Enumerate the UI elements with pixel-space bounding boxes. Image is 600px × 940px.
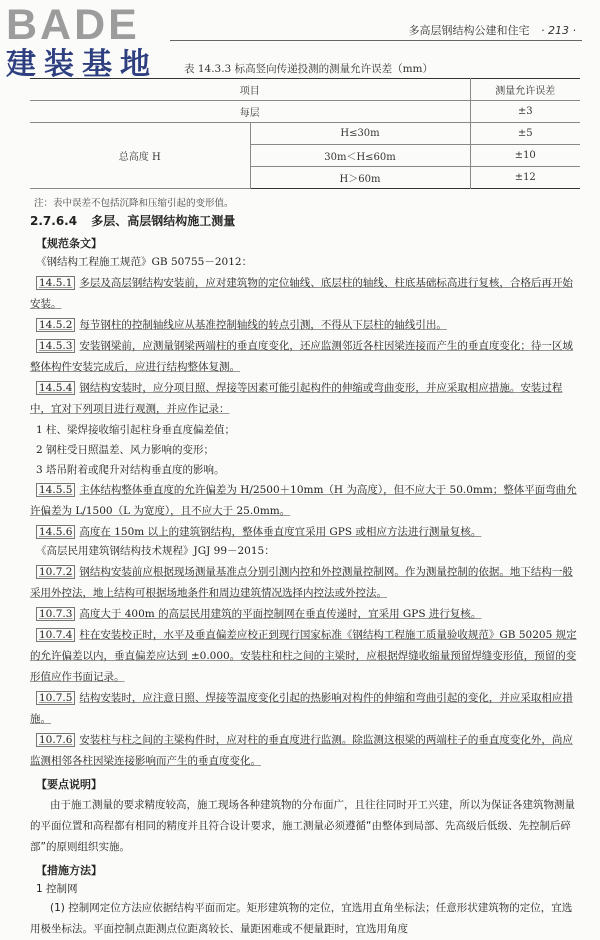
clause-text: 多层及高层钢结构安装前，应对建筑物的定位轴线、底层柱的轴线、柱底基础标高进行复核，合格后再开始安装。 <box>30 277 573 310</box>
clause-text: 钢结构安装前应根据现场测量基准点分别引测内控和外控测量控制网。作为测量控制的依据。地下结构一般采用外控法，地上结构可根据场地条件和周边建筑情况选择内控法或外控法。 <box>30 566 573 599</box>
clause-id: 14.5.4 <box>36 381 75 395</box>
table-row <box>30 123 580 145</box>
explanation-paragraph: 由于施工测量的要求精度较高，施工现场各种建筑物的分布面广，且往往同时开工兴建，所以为保证各建筑物测量的平面位置和高程都有相同的精度并且符合设计要求，施工测量必须遵循“由整体到局部、先高级后低级、先控制后碎部”的原则组织实施。 <box>30 799 575 853</box>
section-heading <box>30 212 580 229</box>
standard-reference: 《钢结构工程施工规范》GB 50755－2012： <box>36 256 253 268</box>
section-title: 多层、高层钢结构施工测量 <box>91 214 236 228</box>
clause-text: 柱在安装校正时，水平及垂直偏差应校正到现行国家标准《钢结构工程施工质量验收规范》GB 50205 规定的允许偏差以内，垂直偏差应达到 ±0.000。安装柱和柱之间的主梁时，应根据焊缝收缩量预留焊缝变形值，预留的变形值应作书面记录。 <box>30 629 577 683</box>
clause-id: 14.5.1 <box>36 276 75 290</box>
clause-id: 10.7.5 <box>36 691 75 705</box>
clause-id: 10.7.2 <box>36 565 75 579</box>
clause <box>30 604 580 625</box>
clause-text: 安装柱与柱之间的主梁构件时，应对柱的垂直度进行监测。除监测这根梁的两端柱子的垂直度变化外，尚应监测相邻各柱因梁连接影响而产生的垂直度变化。 <box>30 734 573 767</box>
logo-chinese-text: 建装基地 <box>6 47 158 82</box>
table-caption: 表 14.3.3 标高竖向传递投测的测量允许误差（mm） <box>184 63 433 75</box>
clause <box>30 336 580 378</box>
table-cell-tolerance: ±5 <box>470 123 580 145</box>
clause-text: 主体结构整体垂直度的允许偏差为 H/2500＋10mm（H 为高度），但不应大于 50.0mm；整体平面弯曲允许偏差为 L/1500（L 为宽度），且不应大于 25.0mm。 <box>30 484 577 517</box>
clause <box>30 315 580 336</box>
clause <box>30 688 580 730</box>
clause-id: 10.7.3 <box>36 607 75 621</box>
clause-id: 14.5.6 <box>36 525 75 539</box>
logo <box>6 2 176 82</box>
clause <box>30 480 580 522</box>
list-item: 3 塔吊附着或爬升对结构垂直度的影响。 <box>36 464 225 476</box>
clause-id: 14.5.5 <box>36 483 75 497</box>
table-header-item: 项目 <box>30 79 470 101</box>
measures-label: 【措施方法】 <box>36 864 102 877</box>
list-item: 1 柱、梁焊接收缩引起柱身垂直度偏差值； <box>36 424 236 436</box>
table-cell-tolerance: ±3 <box>470 101 580 123</box>
clause <box>30 730 580 772</box>
clause-id: 14.5.2 <box>36 318 75 332</box>
table-note: 注：表中误差不包括沉降和压缩引起的变形值。 <box>34 198 234 209</box>
main-content <box>30 212 580 940</box>
explanation-label: 【要点说明】 <box>36 778 102 791</box>
clause-text: 高度在 150m 以上的建筑钢结构，整体垂直度宜采用 GPS 或相应方法进行测量复核。 <box>79 526 482 538</box>
clause-text: 结构安装时，应注意日照、焊接等温度变化引起的热影响对构件的伸缩和弯曲引起的变化，并应采取相应措施。 <box>30 692 573 725</box>
clause <box>30 522 580 543</box>
clause-id: 10.7.6 <box>36 733 75 747</box>
table-cell-range: H＞60m <box>250 167 470 189</box>
table-cell-tolerance: ±10 <box>470 145 580 167</box>
clause-id: 14.5.3 <box>36 339 75 353</box>
table-header-tolerance: 测量允许误差 <box>470 79 580 101</box>
section-number: 2.7.6.4 <box>30 214 78 228</box>
table-row <box>30 101 580 123</box>
clause-text: 高度大于 400m 的高层民用建筑的平面控制网在垂直传递时，宜采用 GPS 进行复核。 <box>79 608 482 620</box>
header-rule <box>170 40 582 41</box>
running-header-title: 多高层钢结构公建和住宅 <box>408 24 530 37</box>
page-number: · 213 · <box>541 24 576 37</box>
table-cell-tolerance: ±12 <box>470 167 580 189</box>
clause <box>30 625 580 688</box>
clause <box>30 378 580 420</box>
logo-latin-text: BADE <box>6 1 140 49</box>
table-cell-range: 30m＜H≤60m <box>250 145 470 167</box>
subsection-heading: 1 控制网 <box>36 883 78 895</box>
clause <box>30 562 580 604</box>
list-item: 2 钢柱受日照温差、风力影响的变形； <box>36 444 215 456</box>
clause-id: 10.7.4 <box>36 628 75 642</box>
standard-reference: 《高层民用建筑钢结构技术规程》JGJ 99－2015： <box>36 545 275 557</box>
table-cell-item: 总高度 H <box>30 123 250 189</box>
clause-text: 每节钢柱的控制轴线应从基准控制轴线的转点引测，不得从下层柱的轴线引出。 <box>79 319 447 331</box>
clause-text: 安装钢梁前，应测量钢梁两端柱的垂直度变化，还应监测邻近各柱因梁连接而产生的垂直度变化；待一区域整体构件安装完成后，应进行结构整体复测。 <box>30 340 573 373</box>
running-header <box>409 22 576 38</box>
table-cell-item: 每层 <box>30 101 470 123</box>
tolerance-table <box>30 78 580 189</box>
clause <box>30 273 580 315</box>
table-header-row <box>30 79 580 101</box>
spec-label: 【规范条文】 <box>36 237 102 250</box>
clause-text: 钢结构安装时，应分项目照、焊接等因素可能引起构件的伸缩或弯曲变形，并应采取相应措施。安装过程中，宜对下列项目进行观测，并应作记录： <box>30 382 563 415</box>
table-cell-range: H≤30m <box>250 123 470 145</box>
measures-paragraph: (1) 控制网定位方法应依据结构平面而定。矩形建筑物的定位，宜选用直角坐标法；任意形状建筑物的定位，宜选用极坐标法。平面控制点距测点位距离较长、量距困难或不便量距时，宜选用角度 <box>30 902 573 935</box>
